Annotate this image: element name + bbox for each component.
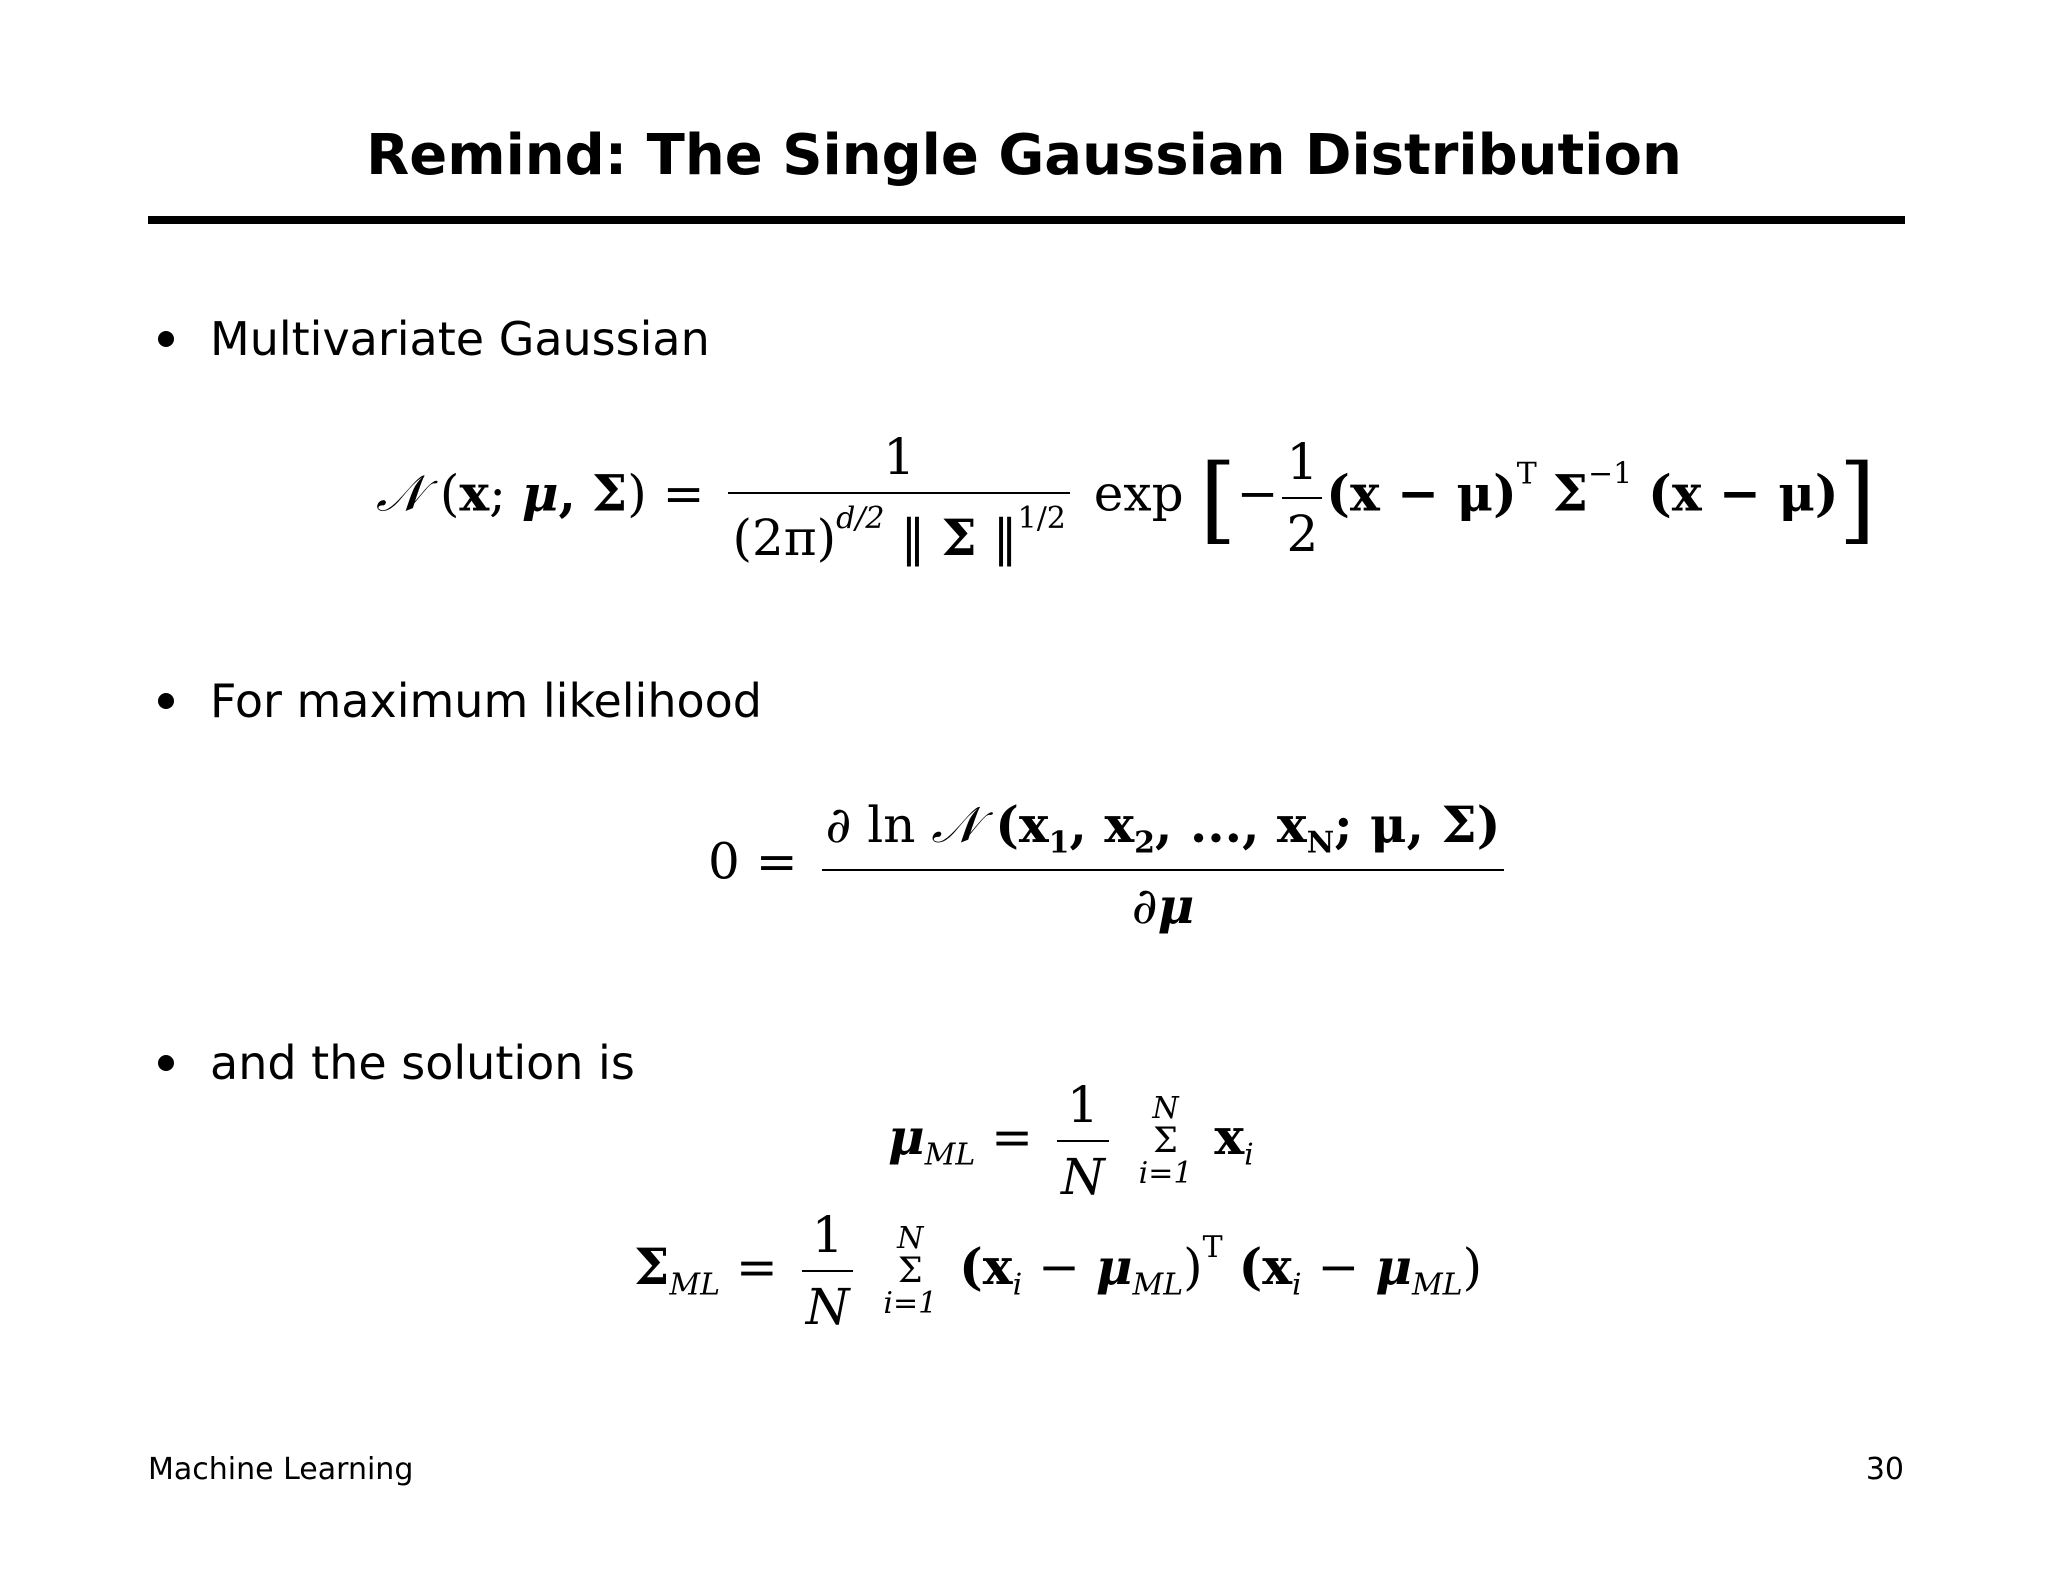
bullet-dot (158, 331, 174, 347)
frac-numerator: 1 (728, 432, 1069, 494)
bullet-maximum-likelihood (158, 674, 762, 728)
mu-ml-equation (888, 1076, 1254, 1206)
frac-den: N (805, 1278, 850, 1336)
sigma-ml-fraction (802, 1206, 854, 1336)
bullet-text: For maximum likelihood (210, 674, 762, 728)
eq-paren: ( (439, 464, 460, 523)
x-arg: , x (1069, 795, 1135, 854)
normal-symbol: 𝒩 (931, 796, 980, 854)
footer-course-name: Machine Learning (148, 1452, 414, 1487)
zero-equals: 0 = (708, 832, 798, 891)
title-rule (148, 216, 1905, 224)
eq-x: x (459, 463, 490, 523)
mu-ml-sub: ML (924, 1137, 976, 1173)
mu-ml-fraction (1057, 1076, 1109, 1206)
big-bracket-close: ] (1838, 444, 1876, 555)
inverse-exp: −1 (1588, 456, 1633, 492)
sum-symbol: Σ (897, 1250, 923, 1291)
likelihood-fraction (822, 795, 1505, 935)
footer-page-number: 30 (1865, 1452, 1904, 1487)
big-bracket-open: [ (1199, 444, 1237, 555)
sum-term-sub: i (1244, 1137, 1254, 1173)
partial: ∂ (1131, 876, 1158, 935)
bullet-dot (158, 693, 174, 709)
eq-equals: = (991, 1108, 1034, 1166)
exp-function: exp (1093, 464, 1184, 523)
half-den: 2 (1286, 504, 1319, 563)
norm-bar: ‖ (900, 509, 926, 567)
frac-num: 1 (1057, 1080, 1109, 1142)
factor-2-minus: − (1301, 1238, 1376, 1296)
sub-1: 1 (1048, 825, 1070, 861)
normal-symbol: 𝒩 (376, 464, 424, 523)
factor-1-ml: ML (1132, 1267, 1184, 1303)
two-pi: (2π) (732, 509, 837, 567)
params: ; μ, Σ) (1334, 795, 1501, 854)
x-arg: , ..., x (1155, 795, 1307, 854)
diff-term-1: (x − μ) (1326, 463, 1517, 523)
eq-comma: , (558, 463, 576, 523)
likelihood-numerator (822, 795, 1505, 871)
sigma-ml-equation (634, 1206, 1483, 1336)
half-num: 1 (1282, 437, 1322, 499)
frac-denominator (728, 494, 1069, 567)
sum-symbol: Σ (1153, 1120, 1178, 1161)
x-arg: (x (995, 795, 1049, 854)
mu-ml-symbol: μ (888, 1107, 925, 1166)
norm-bar: ‖ (992, 509, 1018, 567)
factor-1-minus: − (1022, 1238, 1096, 1296)
partial-ln: ∂ ln (825, 796, 916, 854)
page-title: Remind: The Single Gaussian Distribution (366, 123, 1682, 188)
factor-2-open: (x (1238, 1237, 1293, 1296)
sub-2: 2 (1134, 825, 1156, 861)
eq-equals: = (662, 464, 705, 523)
sum-upper: N (1152, 1090, 1179, 1126)
sigma-ml-symbol: Σ (634, 1237, 670, 1296)
sigma-inverse: Σ (1552, 463, 1589, 523)
bullet-multivariate-gaussian (158, 312, 710, 366)
exp-half: 1/2 (1017, 501, 1066, 536)
frac-den: N (1060, 1148, 1105, 1206)
factor-1-mu: μ (1095, 1237, 1133, 1296)
exp-d-half: d/2 (836, 501, 885, 536)
mu-ml-sum (1138, 1090, 1193, 1191)
den-mu: μ (1157, 875, 1195, 935)
bullet-text: Multivariate Gaussian (210, 312, 710, 366)
transpose: T (1202, 1230, 1223, 1265)
sum-term-x: x (1214, 1107, 1245, 1166)
factor-1-close: ) (1183, 1238, 1203, 1296)
gaussian-equation (376, 428, 1876, 567)
sub-N: N (1306, 825, 1335, 861)
factor-1-i: i (1012, 1267, 1023, 1303)
factor-1-open: (x (959, 1237, 1013, 1296)
factor-2-i: i (1292, 1267, 1302, 1303)
factor-2-ml: ML (1411, 1267, 1463, 1303)
den-sigma: Σ (941, 508, 977, 567)
likelihood-denominator (822, 871, 1505, 935)
eq-equals: = (735, 1238, 778, 1296)
sum-lower: i=1 (883, 1285, 938, 1321)
factor-2-mu: μ (1375, 1237, 1412, 1296)
eq-paren: ) (627, 464, 647, 523)
sigma-ml-sum (883, 1220, 938, 1321)
sum-upper: N (897, 1220, 924, 1256)
eq-minus: − (1236, 464, 1279, 523)
eq-mu: μ (521, 463, 559, 523)
bullet-solution (158, 1036, 635, 1090)
diff-term-2: (x − μ) (1648, 463, 1839, 523)
factor-2-close: ) (1462, 1238, 1483, 1296)
eq-semicolon: ; (489, 464, 506, 523)
normalizer-fraction (728, 428, 1069, 567)
bullet-dot (158, 1055, 174, 1071)
sigma-ml-sub: ML (669, 1267, 720, 1303)
eq-sigma: Σ (591, 463, 628, 523)
sum-lower: i=1 (1138, 1155, 1193, 1191)
half-fraction (1282, 432, 1322, 563)
frac-num: 1 (802, 1210, 854, 1272)
likelihood-equation (708, 795, 1512, 935)
transpose: T (1516, 456, 1537, 492)
bullet-text: and the solution is (210, 1036, 635, 1090)
